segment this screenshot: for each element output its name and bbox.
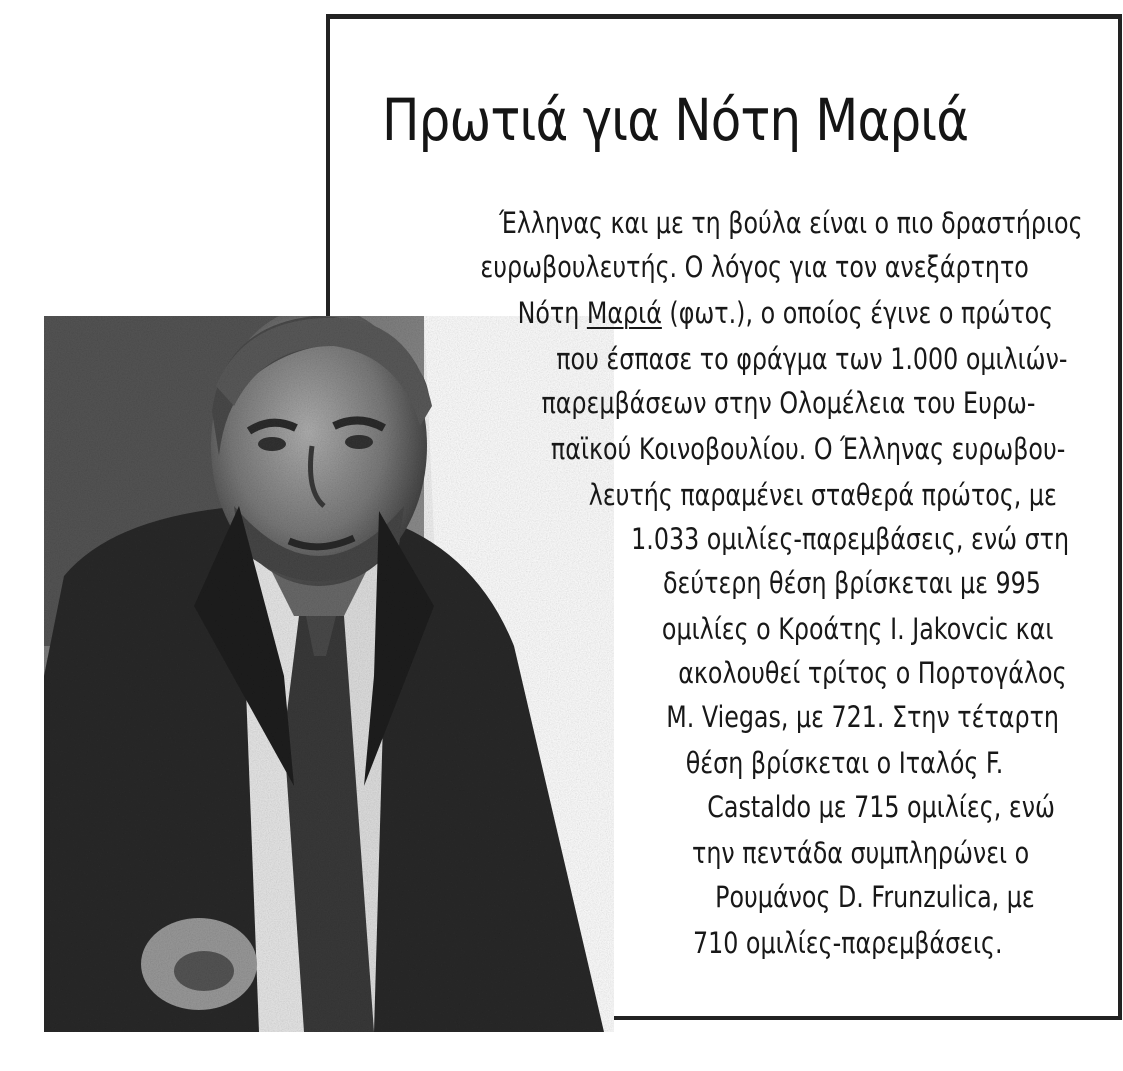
article-line: την πεντάδα συμπληρώνει ο	[691, 836, 1029, 870]
article-line: Έλληνας και με τη βούλα είναι ο πιο δραστήριος	[499, 206, 1083, 240]
article-line: λευτής παραμένει σταθερά πρώτος, με	[588, 478, 1057, 512]
article-line: 710 ομιλίες-παρεμβάσεις.	[693, 926, 1003, 960]
article-line: Castaldo με 715 ομιλίες, ενώ	[707, 790, 1055, 824]
politician-photo	[44, 316, 614, 1032]
article-text: Νότη	[517, 296, 587, 330]
article-line: παϊκού Κοινοβουλίου. Ο Έλληνας ευρωβου-	[550, 432, 1065, 466]
article-line: που έσπασε το φράγμα των 1.000 ομιλιών-	[555, 342, 1067, 376]
article-line: θέση βρίσκεται ο Ιταλός F.	[685, 746, 1003, 780]
article-text: (φωτ.), ο οποίος έγινε ο πρώτος	[661, 296, 1053, 330]
article-line: ευρωβουλευτής. Ο λόγος για τον ανεξάρτητο	[480, 250, 1029, 284]
article-line: M. Viegas, με 721. Στην τέταρτη	[666, 700, 1059, 734]
article-line: 1.033 ομιλίες-παρεμβάσεις, ενώ στη	[631, 522, 1069, 556]
article-line	[517, 296, 1053, 330]
article-line: ομιλίες ο Κροάτης Ι. Jakovcic και	[661, 612, 1053, 646]
article-line: δεύτερη θέση βρίσκεται με 995	[663, 566, 1041, 600]
article-line: ακολουθεί τρίτος ο Πορτογάλος	[678, 656, 1067, 690]
underlined-name: Μαριά	[586, 296, 662, 330]
article-line: Ρουμάνος D. Frunzulica, με	[715, 880, 1035, 914]
article-headline: Πρωτιά για Νότη Μαριά	[382, 86, 969, 154]
article-line: παρεμβάσεων στην Ολομέλεια του Ευρω-	[541, 386, 1035, 420]
